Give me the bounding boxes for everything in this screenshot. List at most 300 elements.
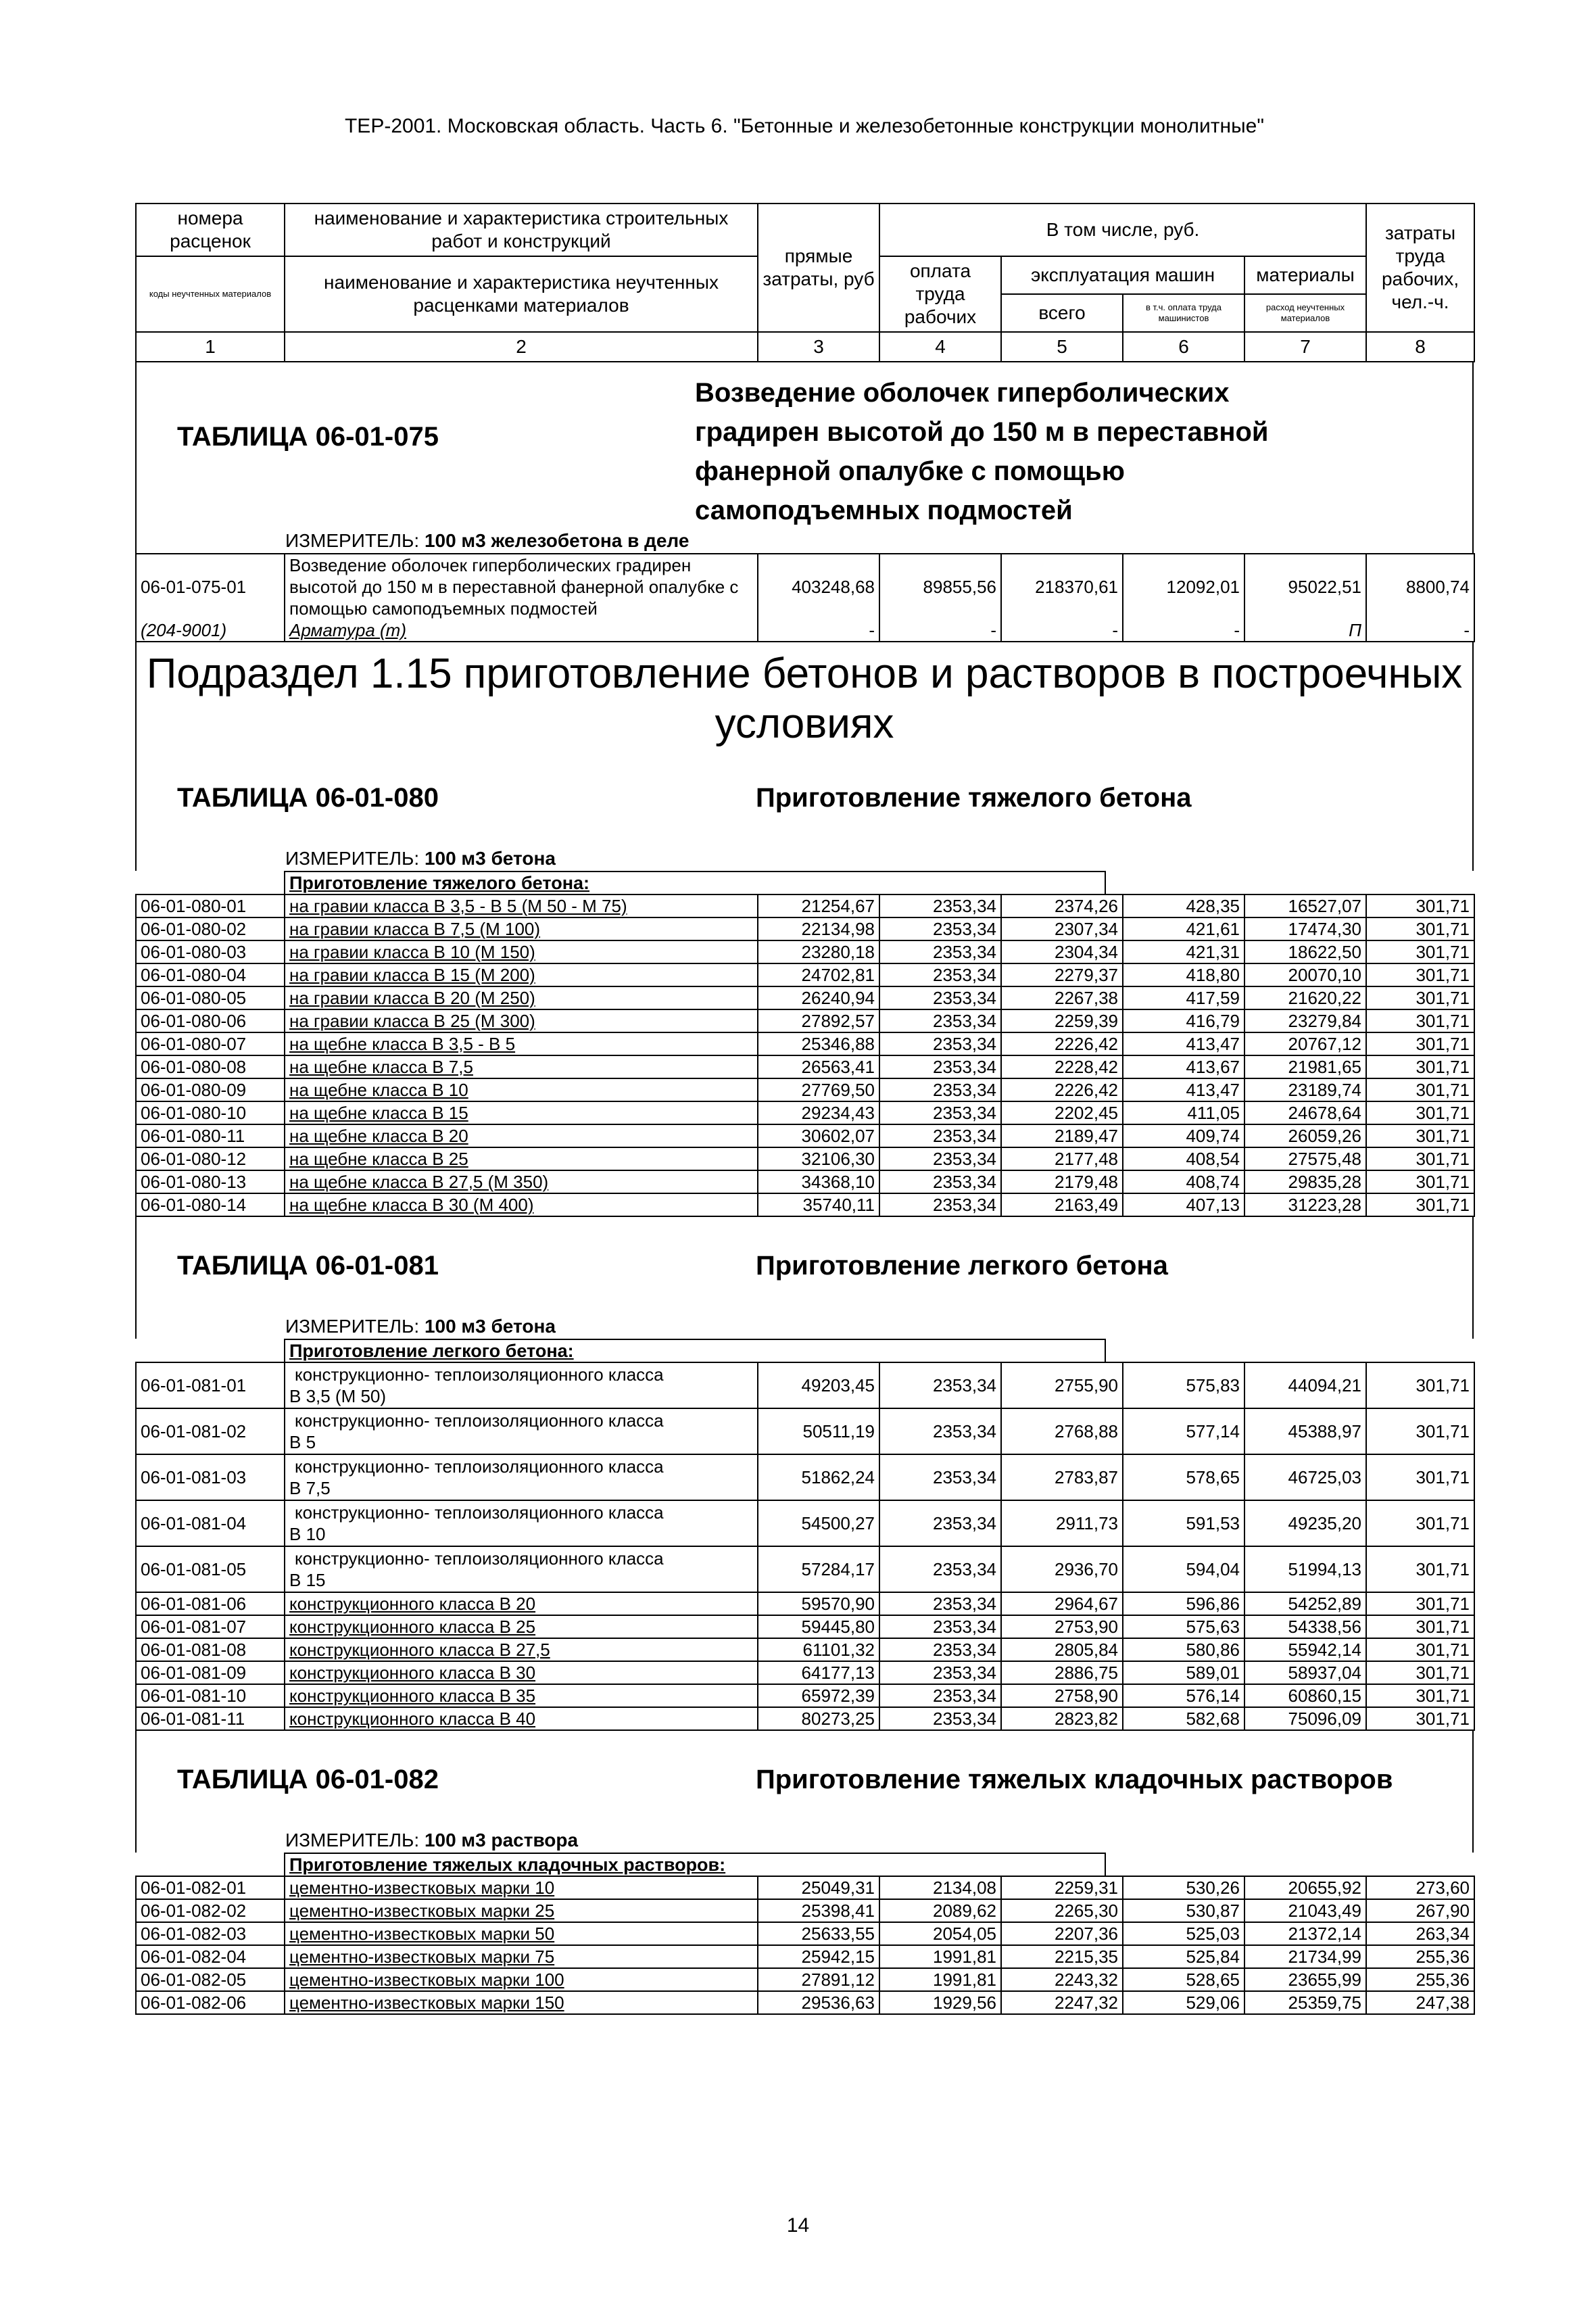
table-row — [136, 1147, 1474, 1170]
cell-machines-total: 2279,37 — [1001, 963, 1123, 986]
cell-machines-total: 2259,31 — [1001, 1876, 1123, 1899]
row-name — [285, 1408, 758, 1454]
cell-materials: 20070,10 — [1244, 963, 1366, 986]
cell-materials: 23189,74 — [1244, 1078, 1366, 1101]
row-code: 06-01-081-05 — [136, 1546, 285, 1592]
table-row — [136, 1991, 1474, 2014]
cell-machinist-pay: 411,05 — [1123, 1101, 1244, 1124]
table-description: Приготовление легкого бетона — [756, 1251, 1168, 1281]
row-code: 06-01-080-12 — [136, 1147, 285, 1170]
cell-machinist-pay: 408,74 — [1123, 1170, 1244, 1193]
row-code: 06-01-080-13 — [136, 1170, 285, 1193]
cell-labor-hours: 301,71 — [1366, 1362, 1474, 1408]
cell-direct-costs: 25049,31 — [758, 1876, 879, 1899]
cell-direct-costs: 27891,12 — [758, 1968, 879, 1991]
row-name: цементно-известковых марки 50 — [285, 1922, 758, 1945]
cell-direct-costs: 51862,24 — [758, 1454, 879, 1500]
cell-labor-pay: 2353,34 — [879, 986, 1001, 1009]
cell-machinist-pay: 413,47 — [1123, 1078, 1244, 1101]
row-name: конструкционного класса В 20 — [285, 1592, 758, 1615]
table-row — [136, 1032, 1474, 1055]
cell-machinist-pay: 530,87 — [1123, 1899, 1244, 1922]
cell-machines-total: 2189,47 — [1001, 1124, 1123, 1147]
cell-machinist-pay: 528,65 — [1123, 1968, 1244, 1991]
cell-labor-pay: 2353,34 — [879, 1170, 1001, 1193]
table-row — [136, 1078, 1474, 1101]
cell-machines-total: 2202,45 — [1001, 1101, 1123, 1124]
col6-header: в т.ч. оплата труда машинистов — [1123, 294, 1244, 332]
cell-machines-total: - — [1001, 619, 1123, 642]
row-name: на гравии класса В 15 (М 200) — [285, 963, 758, 986]
row-name: цементно-известковых марки 150 — [285, 1991, 758, 2014]
cell-direct-costs: 34368,10 — [758, 1170, 879, 1193]
cell-labor-hours: 8800,74 — [1366, 554, 1474, 619]
cell-machines-total: 2243,32 — [1001, 1968, 1123, 1991]
cell-materials: 18622,50 — [1244, 940, 1366, 963]
row-name: цементно-известковых марки 100 — [285, 1968, 758, 1991]
row-code: 06-01-080-04 — [136, 963, 285, 986]
row-code: 06-01-080-14 — [136, 1193, 285, 1216]
cell-labor-hours: 301,71 — [1366, 1684, 1474, 1707]
cell-direct-costs: 25633,55 — [758, 1922, 879, 1945]
cell-labor-hours: 267,90 — [1366, 1899, 1474, 1922]
table-081-block — [135, 1217, 1474, 1339]
cell-machinist-pay: - — [1123, 619, 1244, 642]
col4-header: оплата труда рабочих — [879, 256, 1001, 332]
cell-direct-costs: 25346,88 — [758, 1032, 879, 1055]
cell-labor-pay: 2353,34 — [879, 1009, 1001, 1032]
table-title: ТАБЛИЦА 06-01-080 — [177, 783, 439, 813]
table-row — [136, 1124, 1474, 1147]
cell-direct-costs: 22134,98 — [758, 917, 879, 940]
table-075 — [135, 553, 1475, 642]
cell-materials: 46725,03 — [1244, 1454, 1366, 1500]
row-code: 06-01-081-07 — [136, 1615, 285, 1638]
cell-machinist-pay: 576,14 — [1123, 1684, 1244, 1707]
cell-machinist-pay: 589,01 — [1123, 1661, 1244, 1684]
row-code: 06-01-080-11 — [136, 1124, 285, 1147]
row-name: цементно-известковых марки 75 — [285, 1945, 758, 1968]
cell-materials: 45388,97 — [1244, 1408, 1366, 1454]
row-name: конструкционного класса В 35 — [285, 1684, 758, 1707]
cell-labor-pay: 2353,34 — [879, 894, 1001, 917]
row-name: конструкционного класса В 27,5 — [285, 1638, 758, 1661]
page-number: 14 — [786, 2214, 810, 2237]
cell-direct-costs: 21254,67 — [758, 894, 879, 917]
cell-labor-pay: 2353,34 — [879, 940, 1001, 963]
row-code: 06-01-082-01 — [136, 1876, 285, 1899]
cell-materials: 20767,12 — [1244, 1032, 1366, 1055]
cell-labor-hours: 301,71 — [1366, 1661, 1474, 1684]
cell-labor-hours: 255,36 — [1366, 1968, 1474, 1991]
cell-labor-pay: 2353,34 — [879, 1592, 1001, 1615]
cell-materials: 29835,28 — [1244, 1170, 1366, 1193]
cell-labor-pay: - — [879, 619, 1001, 642]
cell-machines-total: 2886,75 — [1001, 1661, 1123, 1684]
table-080-block — [135, 756, 1474, 871]
cell-materials: 23279,84 — [1244, 1009, 1366, 1032]
row-code: 06-01-081-06 — [136, 1592, 285, 1615]
col8-header: затраты труда рабочих, чел.-ч. — [1366, 204, 1474, 332]
row-code: 06-01-080-01 — [136, 894, 285, 917]
measurement-unit: ИЗМЕРИТЕЛЬ: 100 м3 железобетона в деле — [285, 530, 690, 551]
table-row — [136, 1968, 1474, 1991]
row-name: на гравии класса В 3,5 - В 5 (М 50 - М 75) — [285, 894, 758, 917]
cell-machinist-pay: 530,26 — [1123, 1876, 1244, 1899]
cell-machines-total: 2783,87 — [1001, 1454, 1123, 1500]
cell-labor-pay: 2353,34 — [879, 1124, 1001, 1147]
table-row — [136, 940, 1474, 963]
cell-labor-hours: 247,38 — [1366, 1991, 1474, 2014]
cell-materials: 55942,14 — [1244, 1638, 1366, 1661]
cell-labor-pay: 2353,34 — [879, 1193, 1001, 1216]
cell-machinist-pay: 580,86 — [1123, 1638, 1244, 1661]
cell-labor-pay: 2353,34 — [879, 963, 1001, 986]
row-code: 06-01-080-06 — [136, 1009, 285, 1032]
materials-group-header: материалы — [1244, 256, 1366, 294]
cell-machines-total: 2226,42 — [1001, 1078, 1123, 1101]
cell-machinist-pay: 525,84 — [1123, 1945, 1244, 1968]
cell-materials: 54252,89 — [1244, 1592, 1366, 1615]
cell-materials: П — [1244, 619, 1366, 642]
cell-machines-total: 2307,34 — [1001, 917, 1123, 940]
row-code: 06-01-081-02 — [136, 1408, 285, 1454]
row-name: на щебне класса В 20 — [285, 1124, 758, 1147]
cell-machines-total: 218370,61 — [1001, 554, 1123, 619]
cell-machines-total: 2758,90 — [1001, 1684, 1123, 1707]
cell-labor-hours: 301,71 — [1366, 1408, 1474, 1454]
row-name — [285, 1546, 758, 1592]
table-075-block — [135, 362, 1474, 553]
cell-labor-hours: 301,71 — [1366, 894, 1474, 917]
cell-labor-hours: 301,71 — [1366, 1124, 1474, 1147]
row-code: 06-01-081-11 — [136, 1707, 285, 1730]
row-code: 06-01-081-08 — [136, 1638, 285, 1661]
cell-labor-pay: 89855,56 — [879, 554, 1001, 619]
cell-machinist-pay: 12092,01 — [1123, 554, 1244, 619]
cell-materials: 25359,75 — [1244, 1991, 1366, 2014]
material-name: Арматура (т) — [285, 619, 758, 642]
cell-machines-total: 2215,35 — [1001, 1945, 1123, 1968]
row-code: 06-01-080-03 — [136, 940, 285, 963]
cell-direct-costs: 65972,39 — [758, 1684, 879, 1707]
cell-machines-total: 2163,49 — [1001, 1193, 1123, 1216]
row-name: на щебне класса В 25 — [285, 1147, 758, 1170]
table-081 — [135, 1362, 1475, 1731]
cell-machinist-pay: 596,86 — [1123, 1592, 1244, 1615]
cell-machinist-pay: 418,80 — [1123, 963, 1244, 986]
cell-materials: 95022,51 — [1244, 554, 1366, 619]
table-row — [136, 619, 1474, 642]
table-082-block — [135, 1731, 1474, 1853]
cell-direct-costs: 26240,94 — [758, 986, 879, 1009]
machine-group-header: эксплуатация машин — [1001, 256, 1244, 294]
cell-labor-hours: 301,71 — [1366, 1638, 1474, 1661]
cell-labor-pay: 2353,34 — [879, 1362, 1001, 1408]
cell-labor-pay: 2353,34 — [879, 1408, 1001, 1454]
table-row — [136, 1899, 1474, 1922]
cell-materials: 20655,92 — [1244, 1876, 1366, 1899]
cell-materials: 21620,22 — [1244, 986, 1366, 1009]
col-number: 4 — [879, 332, 1001, 362]
table-row — [136, 1546, 1474, 1592]
cell-labor-hours: 301,71 — [1366, 1009, 1474, 1032]
cell-direct-costs: 80273,25 — [758, 1707, 879, 1730]
cell-labor-pay: 2353,34 — [879, 1055, 1001, 1078]
table-row — [136, 1055, 1474, 1078]
cell-labor-hours: 301,71 — [1366, 1193, 1474, 1216]
cell-direct-costs: 29234,43 — [758, 1101, 879, 1124]
cell-labor-pay: 2054,05 — [879, 1922, 1001, 1945]
row-code: 06-01-081-01 — [136, 1362, 285, 1408]
cell-direct-costs: 35740,11 — [758, 1193, 879, 1216]
cell-labor-hours: 301,71 — [1366, 1032, 1474, 1055]
cell-machinist-pay: 594,04 — [1123, 1546, 1244, 1592]
table-080 — [135, 894, 1475, 1217]
row-name: на щебне класса В 3,5 - В 5 — [285, 1032, 758, 1055]
cell-direct-costs: 25942,15 — [758, 1945, 879, 1968]
table-082 — [135, 1876, 1475, 2015]
measurement-unit: ИЗМЕРИТЕЛЬ: 100 м3 раствора — [285, 1830, 579, 1851]
cell-labor-pay: 2353,34 — [879, 1500, 1001, 1546]
row-name: на щебне класса В 30 (М 400) — [285, 1193, 758, 1216]
cell-machinist-pay: 416,79 — [1123, 1009, 1244, 1032]
cell-labor-hours: 301,71 — [1366, 1101, 1474, 1124]
cell-labor-pay: 2353,34 — [879, 1638, 1001, 1661]
cell-machines-total: 2207,36 — [1001, 1922, 1123, 1945]
cell-machinist-pay: 575,63 — [1123, 1615, 1244, 1638]
cell-materials: 21043,49 — [1244, 1899, 1366, 1922]
cell-labor-hours: 263,34 — [1366, 1922, 1474, 1945]
row-name-line2: В 15 — [289, 1570, 326, 1590]
row-name-line2: В 3,5 (М 50) — [289, 1386, 387, 1406]
cell-materials: 44094,21 — [1244, 1362, 1366, 1408]
cell-labor-pay: 1991,81 — [879, 1968, 1001, 1991]
table-row — [136, 1684, 1474, 1707]
cell-direct-costs: 32106,30 — [758, 1147, 879, 1170]
row-name: Возведение оболочек гиперболических градирен высотой до 150 м в переставной фанерной опалубке с помощью самоподъемных подмостей — [285, 554, 758, 619]
cell-machines-total: 2226,42 — [1001, 1032, 1123, 1055]
cell-direct-costs: - — [758, 619, 879, 642]
table-row — [136, 1170, 1474, 1193]
row-code: 06-01-082-06 — [136, 1991, 285, 2014]
cell-machines-total: 2259,39 — [1001, 1009, 1123, 1032]
cell-direct-costs: 24702,81 — [758, 963, 879, 986]
row-code: 06-01-080-05 — [136, 986, 285, 1009]
cell-labor-hours: 301,71 — [1366, 1170, 1474, 1193]
col2-header-bottom: наименование и характеристика неучтенных расценками материалов — [285, 256, 758, 332]
row-name — [285, 1500, 758, 1546]
row-name: на гравии класса В 7,5 (М 100) — [285, 917, 758, 940]
row-name-line2: В 5 — [289, 1432, 316, 1452]
cell-labor-hours: 301,71 — [1366, 1546, 1474, 1592]
cell-labor-pay: 2353,34 — [879, 1032, 1001, 1055]
table-row — [136, 1362, 1474, 1408]
cell-machines-total: 2805,84 — [1001, 1638, 1123, 1661]
cell-machines-total: 2177,48 — [1001, 1147, 1123, 1170]
cell-labor-pay: 1929,56 — [879, 1991, 1001, 2014]
table-row — [136, 1707, 1474, 1730]
row-name-line2: В 7,5 — [289, 1478, 331, 1498]
row-code: 06-01-081-10 — [136, 1684, 285, 1707]
row-name: на щебне класса В 27,5 (М 350) — [285, 1170, 758, 1193]
table-row — [136, 1615, 1474, 1638]
row-name: на щебне класса В 15 — [285, 1101, 758, 1124]
row-code: 06-01-082-03 — [136, 1922, 285, 1945]
table-row — [136, 1876, 1474, 1899]
table-row — [136, 963, 1474, 986]
measurement-unit: ИЗМЕРИТЕЛЬ: 100 м3 бетона — [285, 1316, 556, 1337]
document-page — [135, 101, 1474, 2015]
cell-labor-hours: 301,71 — [1366, 1707, 1474, 1730]
col-number: 2 — [285, 332, 758, 362]
cell-materials: 17474,30 — [1244, 917, 1366, 940]
cell-machines-total: 2228,42 — [1001, 1055, 1123, 1078]
row-code: 06-01-080-02 — [136, 917, 285, 940]
cell-materials: 21372,14 — [1244, 1922, 1366, 1945]
row-code: 06-01-080-07 — [136, 1032, 285, 1055]
cell-materials: 21734,99 — [1244, 1945, 1366, 1968]
table-row — [136, 894, 1474, 917]
row-name: цементно-известковых марки 25 — [285, 1899, 758, 1922]
table-row — [136, 917, 1474, 940]
cell-direct-costs: 57284,17 — [758, 1546, 879, 1592]
row-name: на щебне класса В 10 — [285, 1078, 758, 1101]
cell-labor-pay: 1991,81 — [879, 1945, 1001, 1968]
table-row — [136, 1661, 1474, 1684]
cell-labor-hours: 301,71 — [1366, 1055, 1474, 1078]
table-row — [136, 1193, 1474, 1216]
table-row — [136, 986, 1474, 1009]
cell-machinist-pay: 413,47 — [1123, 1032, 1244, 1055]
cell-machinist-pay: 525,03 — [1123, 1922, 1244, 1945]
cell-machinist-pay: 407,13 — [1123, 1193, 1244, 1216]
table-description: Приготовление тяжелого бетона — [756, 783, 1192, 813]
cell-labor-hours: 301,71 — [1366, 986, 1474, 1009]
col3-header: прямые затраты, руб — [758, 204, 879, 332]
cell-labor-pay: 2089,62 — [879, 1899, 1001, 1922]
col-number: 6 — [1123, 332, 1244, 362]
group-label: Приготовление тяжелого бетона: — [284, 871, 1106, 894]
cell-direct-costs: 29536,63 — [758, 1991, 879, 2014]
col5-header: всего — [1001, 294, 1123, 332]
cell-labor-pay: 2134,08 — [879, 1876, 1001, 1899]
group-label: Приготовление тяжелых кладочных растворов: — [284, 1853, 1106, 1876]
row-name: на гравии класса В 10 (М 150) — [285, 940, 758, 963]
cell-machinist-pay: 413,67 — [1123, 1055, 1244, 1078]
col-number: 5 — [1001, 332, 1123, 362]
row-code: 06-01-081-09 — [136, 1661, 285, 1684]
row-name-line1: конструкционно- теплоизоляционного класса — [295, 1364, 664, 1385]
cell-machinist-pay: 428,35 — [1123, 894, 1244, 917]
row-name-line1: конструкционно- теплоизоляционного класса — [295, 1548, 664, 1569]
table-row — [136, 1922, 1474, 1945]
cell-machinist-pay: 577,14 — [1123, 1408, 1244, 1454]
row-code: 06-01-080-09 — [136, 1078, 285, 1101]
cell-direct-costs: 61101,32 — [758, 1638, 879, 1661]
table-title: ТАБЛИЦА 06-01-075 — [177, 422, 439, 452]
col-number: 8 — [1366, 332, 1474, 362]
table-row — [136, 1009, 1474, 1032]
row-name-line1: конструкционно- теплоизоляционного класса — [295, 1410, 664, 1431]
row-name: на гравии класса В 25 (М 300) — [285, 1009, 758, 1032]
cell-machinist-pay: 591,53 — [1123, 1500, 1244, 1546]
cell-materials: 54338,56 — [1244, 1615, 1366, 1638]
cell-machines-total: 2936,70 — [1001, 1546, 1123, 1592]
cell-machines-total: 2823,82 — [1001, 1707, 1123, 1730]
cell-machinist-pay: 529,06 — [1123, 1991, 1244, 2014]
cell-direct-costs: 59570,90 — [758, 1592, 879, 1615]
cell-machinist-pay: 417,59 — [1123, 986, 1244, 1009]
table-description: Возведение оболочек гиперболических градирен высотой до 150 м в переставной фанерной опалубке с помощью самоподъемных подмостей — [695, 378, 1269, 525]
cell-materials: 16527,07 — [1244, 894, 1366, 917]
cell-labor-hours: 301,71 — [1366, 1615, 1474, 1638]
cell-labor-hours: 301,71 — [1366, 940, 1474, 963]
col-number: 3 — [758, 332, 879, 362]
cell-machinist-pay: 578,65 — [1123, 1454, 1244, 1500]
row-name-line1: конструкционно- теплоизоляционного класса — [295, 1502, 664, 1523]
cell-labor-hours: 301,71 — [1366, 1078, 1474, 1101]
cell-machinist-pay: 582,68 — [1123, 1707, 1244, 1730]
cell-materials: 23655,99 — [1244, 1968, 1366, 1991]
table-row — [136, 1638, 1474, 1661]
cell-machines-total: 2755,90 — [1001, 1362, 1123, 1408]
cell-machinist-pay: 575,83 — [1123, 1362, 1244, 1408]
row-name: конструкционного класса В 40 — [285, 1707, 758, 1730]
cell-labor-pay: 2353,34 — [879, 917, 1001, 940]
table-title: ТАБЛИЦА 06-01-081 — [177, 1251, 439, 1281]
table-description: Приготовление тяжелых кладочных растворов — [756, 1765, 1393, 1794]
cell-labor-pay: 2353,34 — [879, 1615, 1001, 1638]
table-row — [136, 554, 1474, 619]
cell-direct-costs: 27892,57 — [758, 1009, 879, 1032]
cell-labor-hours: 301,71 — [1366, 1500, 1474, 1546]
col-number: 7 — [1244, 332, 1366, 362]
cell-machinist-pay: 421,31 — [1123, 940, 1244, 963]
cell-direct-costs: 54500,27 — [758, 1500, 879, 1546]
cell-labor-hours: 301,71 — [1366, 963, 1474, 986]
row-name — [285, 1362, 758, 1408]
row-name-line1: конструкционно- теплоизоляционного класса — [295, 1456, 664, 1477]
row-name: на щебне класса В 7,5 — [285, 1055, 758, 1078]
table-row — [136, 1408, 1474, 1454]
cell-labor-hours: - — [1366, 619, 1474, 642]
cell-materials: 24678,64 — [1244, 1101, 1366, 1124]
table-row — [136, 1592, 1474, 1615]
table-title: ТАБЛИЦА 06-01-082 — [177, 1765, 439, 1794]
cell-materials: 27575,48 — [1244, 1147, 1366, 1170]
table-row — [136, 1101, 1474, 1124]
measurement-unit: ИЗМЕРИТЕЛЬ: 100 м3 бетона — [285, 848, 556, 869]
cell-labor-hours: 301,71 — [1366, 1592, 1474, 1615]
row-name — [285, 1454, 758, 1500]
cell-machines-total: 2911,73 — [1001, 1500, 1123, 1546]
running-header: ТЕР-2001. Московская область. Часть 6. "Бетонные и железобетонные конструкции монолитные" — [344, 115, 1265, 137]
cell-machines-total: 2753,90 — [1001, 1615, 1123, 1638]
cell-machinist-pay: 421,61 — [1123, 917, 1244, 940]
group-label: Приготовление легкого бетона: — [284, 1339, 1106, 1362]
cell-labor-pay: 2353,34 — [879, 1661, 1001, 1684]
subsection-title: Подраздел 1.15 приготовление бетонов и растворов в построечных условиях — [146, 650, 1463, 747]
cell-machinist-pay: 409,74 — [1123, 1124, 1244, 1147]
cell-machines-total: 2179,48 — [1001, 1170, 1123, 1193]
cell-machines-total: 2304,34 — [1001, 940, 1123, 963]
cell-direct-costs: 50511,19 — [758, 1408, 879, 1454]
cell-labor-hours: 273,60 — [1366, 1876, 1474, 1899]
cell-machines-total: 2964,67 — [1001, 1592, 1123, 1615]
row-code: 06-01-082-02 — [136, 1899, 285, 1922]
cell-machinist-pay: 408,54 — [1123, 1147, 1244, 1170]
